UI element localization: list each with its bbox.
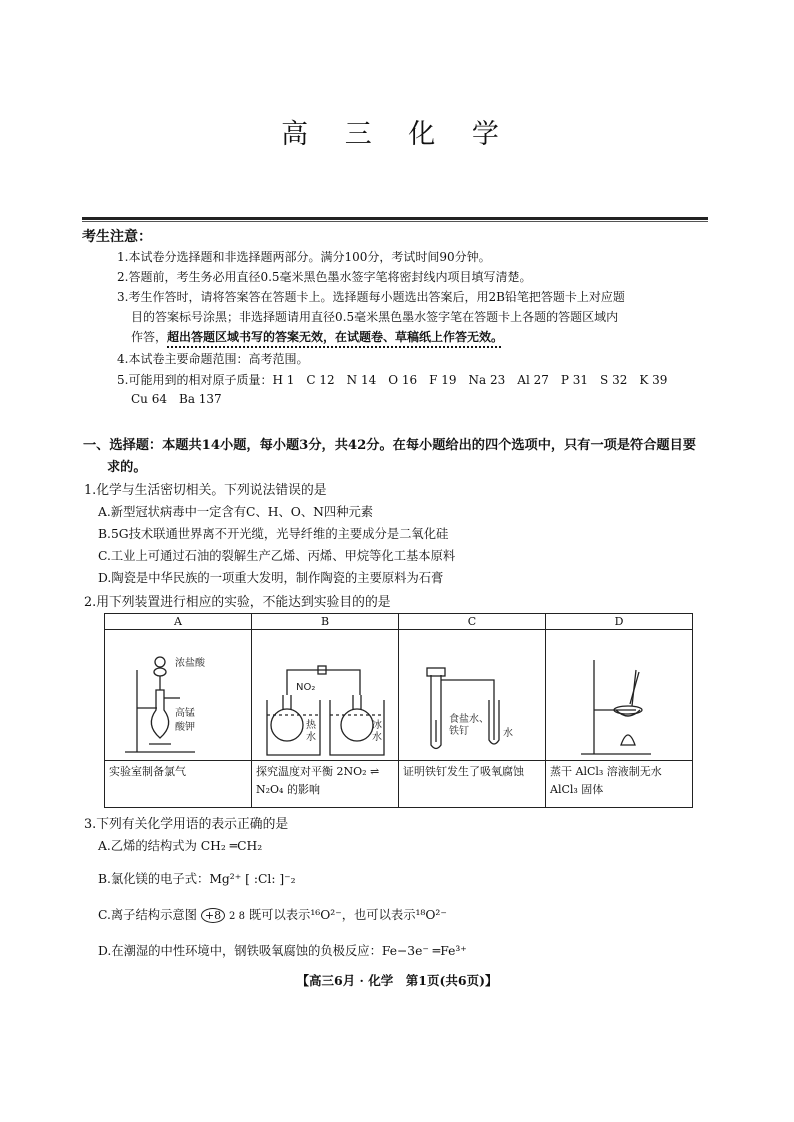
label-a-solid2: 酸钾 xyxy=(175,722,195,733)
q2-header-c: C xyxy=(399,614,546,630)
q1-option-b: B.5G技术联通世界离不开光缆，光导纤维的主要成分是二氧化硅 xyxy=(98,527,449,541)
apparatus-b xyxy=(252,630,399,761)
q3-option-b xyxy=(98,869,296,887)
q2-caption-a: 实验室制备氯气 xyxy=(105,761,252,808)
label-a-solid1: 高锰 xyxy=(175,708,195,719)
header-rule-thin xyxy=(82,221,708,222)
q2-apparatus-table xyxy=(104,613,693,808)
notice-heading: 考生注意： xyxy=(82,229,152,245)
q1-option-c: C.工业上可通过石油的裂解生产乙烯、丙烯、甲烷等化工基本原料 xyxy=(98,549,456,563)
q1-option-d: D.陶瓷是中华民族的一项重大发明，制作陶瓷的主要原料为石膏 xyxy=(98,571,444,585)
q2-caption-d: 蒸干 AlCl₃ 溶液制无水 AlCl₃ 固体 xyxy=(546,761,693,808)
evaporation-icon xyxy=(546,630,692,760)
section-heading: 一、选择题：本题共14小题，每小题3分，共42分。在每小题给出的四个选项中，只有一项是符合题目要 xyxy=(83,438,696,453)
apparatus-c xyxy=(399,630,546,761)
notice-item-5: 5.可能用到的相对原子质量：H 1 C 12 N 14 O 16 F 19 Na 23 Al 27 P 31 S 32 K 39 xyxy=(117,373,668,387)
notice-item-2: 2.答题前，考生务必用直径0.5毫米黑色墨水签字笔将密封线内项目填写清楚。 xyxy=(117,270,532,284)
label-b-ice1: 冰 xyxy=(372,720,382,731)
chlorine-generator-icon xyxy=(105,630,251,760)
q1-option-a: A.新型冠状病毒中一定含有C、H、O、N四种元素 xyxy=(98,505,374,519)
label-c-water: 水 xyxy=(503,728,513,739)
label-b-gas: NO₂ xyxy=(296,682,316,693)
page-footer: 【高三6月 · 化学 第1页(共6页)】 xyxy=(296,973,498,988)
q3-option-b-formula: [ :Cl: ]⁻₂ xyxy=(245,872,296,886)
label-b-ice2: 水 xyxy=(372,732,382,743)
notice-item-4: 4.本试卷主要命题范围：高考范围。 xyxy=(117,352,309,366)
q3-option-c-suffix: 既可以表示¹⁶O²⁻，也可以表示¹⁸O²⁻ xyxy=(248,908,447,922)
page-title: 高 三 化 学 xyxy=(281,119,513,150)
ion-structure-diagram xyxy=(201,908,225,923)
q1-stem: 1.化学与生活密切相关。下列说法错误的是 xyxy=(84,483,327,498)
q3-option-c-prefix: C.离子结构示意图 xyxy=(98,908,197,922)
notice-item-1: 1.本试卷分选择题和非选择题两部分。满分100分，考试时间90分钟。 xyxy=(117,250,491,264)
label-c-left1: 食盐水、 xyxy=(449,714,489,725)
q3-option-d: D.在潮湿的中性环境中，钢铁吸氧腐蚀的负极反应：Fe−3e⁻ ═Fe³⁺ xyxy=(98,944,467,958)
label-c-left2: 铁钉 xyxy=(449,726,469,737)
q2-header-b: B xyxy=(252,614,399,630)
section-heading-cont: 求的。 xyxy=(107,460,147,475)
notice-item-5-cont: Cu 64 Ba 137 xyxy=(131,392,222,406)
ion-nucleus-label: +8 xyxy=(204,909,222,922)
q2-header-d: D xyxy=(546,614,693,630)
notice-emphasis: 超出答题区域书写的答案无效，在试题卷、草稿纸上作答无效。 xyxy=(167,330,504,344)
q2-caption-b: 探究温度对平衡 2NO₂ ⇌ N₂O₄ 的影响 xyxy=(252,761,399,808)
q3-stem: 3.下列有关化学用语的表示正确的是 xyxy=(84,817,289,832)
label-b-hot2: 水 xyxy=(306,732,316,743)
q2-stem: 2.用下列装置进行相应的实验，不能达到实验目的的是 xyxy=(84,595,391,610)
iron-corrosion-icon xyxy=(399,630,545,760)
no2-equilibrium-icon xyxy=(252,630,398,760)
label-a-acid: 浓盐酸 xyxy=(175,658,205,669)
apparatus-d xyxy=(546,630,693,761)
notice-item-3-cont: 目的答案标号涂黑；非选择题请用直径0.5毫米黑色墨水签字笔在答题卡上各题的答题区域内 xyxy=(131,310,619,324)
ion-shells-label: 2 8 xyxy=(229,911,245,922)
header-rule xyxy=(82,217,708,220)
notice-item-3-end xyxy=(131,330,503,344)
label-b-hot1: 热 xyxy=(306,720,316,731)
notice-item-3: 3.考生作答时，请将答案答在答题卡上。选择题每小题选出答案后，用2B铅笔把答题卡上对应题 xyxy=(117,290,625,304)
q3-option-c xyxy=(98,905,447,923)
apparatus-a xyxy=(105,630,252,761)
q3-option-b-prefix: B.氯化镁的电子式：Mg²⁺ xyxy=(98,872,242,886)
q2-header-a: A xyxy=(105,614,252,630)
q3-option-a: A.乙烯的结构式为 CH₂ ═CH₂ xyxy=(98,839,263,853)
q2-caption-c: 证明铁钉发生了吸氧腐蚀 xyxy=(399,761,546,808)
notice-item-3-end-text: 作答， xyxy=(131,330,168,344)
